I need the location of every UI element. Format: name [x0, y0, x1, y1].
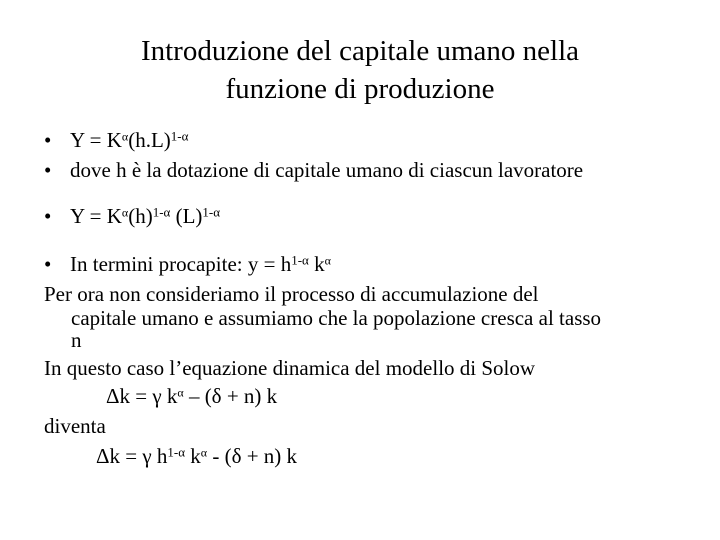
exponent: 1-α — [202, 204, 221, 220]
formula-text: (h) — [128, 204, 153, 228]
formula-text: – (δ + n) k — [183, 384, 278, 408]
exponent: 1-α — [152, 204, 171, 220]
formula-text: Y = K — [70, 128, 122, 152]
formula-text: Y = K — [70, 204, 122, 228]
paragraph-line: In questo caso l’equazione dinamica del modello di Solow — [44, 356, 536, 380]
exponent: 1-α — [291, 252, 309, 268]
formula-text: k — [185, 444, 201, 468]
bullet-per-capita — [44, 252, 331, 276]
paragraph-line: n — [71, 328, 82, 352]
solow-equation — [106, 384, 277, 408]
bullet-text: dove h è la dotazione di capitale umano di ciascun lavoratore — [70, 158, 584, 182]
paragraph-line: capitale umano e assumiamo che la popolazione cresca al tasso — [71, 306, 602, 330]
title-line-2: funzione di produzione — [225, 73, 495, 105]
exponent: α — [121, 205, 129, 220]
solow-equation-human-capital — [96, 444, 297, 468]
formula-text: k — [308, 252, 325, 276]
bullet-marker: • — [44, 252, 52, 276]
bullet-marker: • — [44, 204, 52, 228]
exponent: 1-α — [170, 128, 189, 144]
exponent: α — [324, 253, 331, 268]
bullet-definition-h — [44, 158, 583, 182]
paragraph-line: Per ora non consideriamo il processo di accumulazione del — [44, 282, 539, 306]
formula-text: Δk = γ h — [96, 444, 168, 468]
formula-text: (h.L) — [128, 128, 171, 152]
exponent: α — [200, 445, 208, 460]
formula-text: - (δ + n) k — [207, 444, 298, 468]
formula-text: Δk = γ k — [106, 384, 178, 408]
title-line-1: Introduzione del capitale umano nella — [140, 35, 580, 67]
bullet-production-function — [44, 128, 188, 152]
bullet-marker: • — [44, 128, 52, 152]
bullet-marker: • — [44, 158, 52, 182]
paragraph-line: diventa — [44, 414, 106, 438]
formula-text: In termini procapite: y = h — [70, 252, 292, 276]
exponent: α — [121, 129, 129, 144]
bullet-production-function-expanded — [44, 204, 220, 228]
exponent: α — [177, 385, 184, 400]
exponent: 1-α — [167, 444, 186, 460]
formula-text: (L) — [170, 204, 203, 228]
slide-title — [60, 32, 660, 108]
